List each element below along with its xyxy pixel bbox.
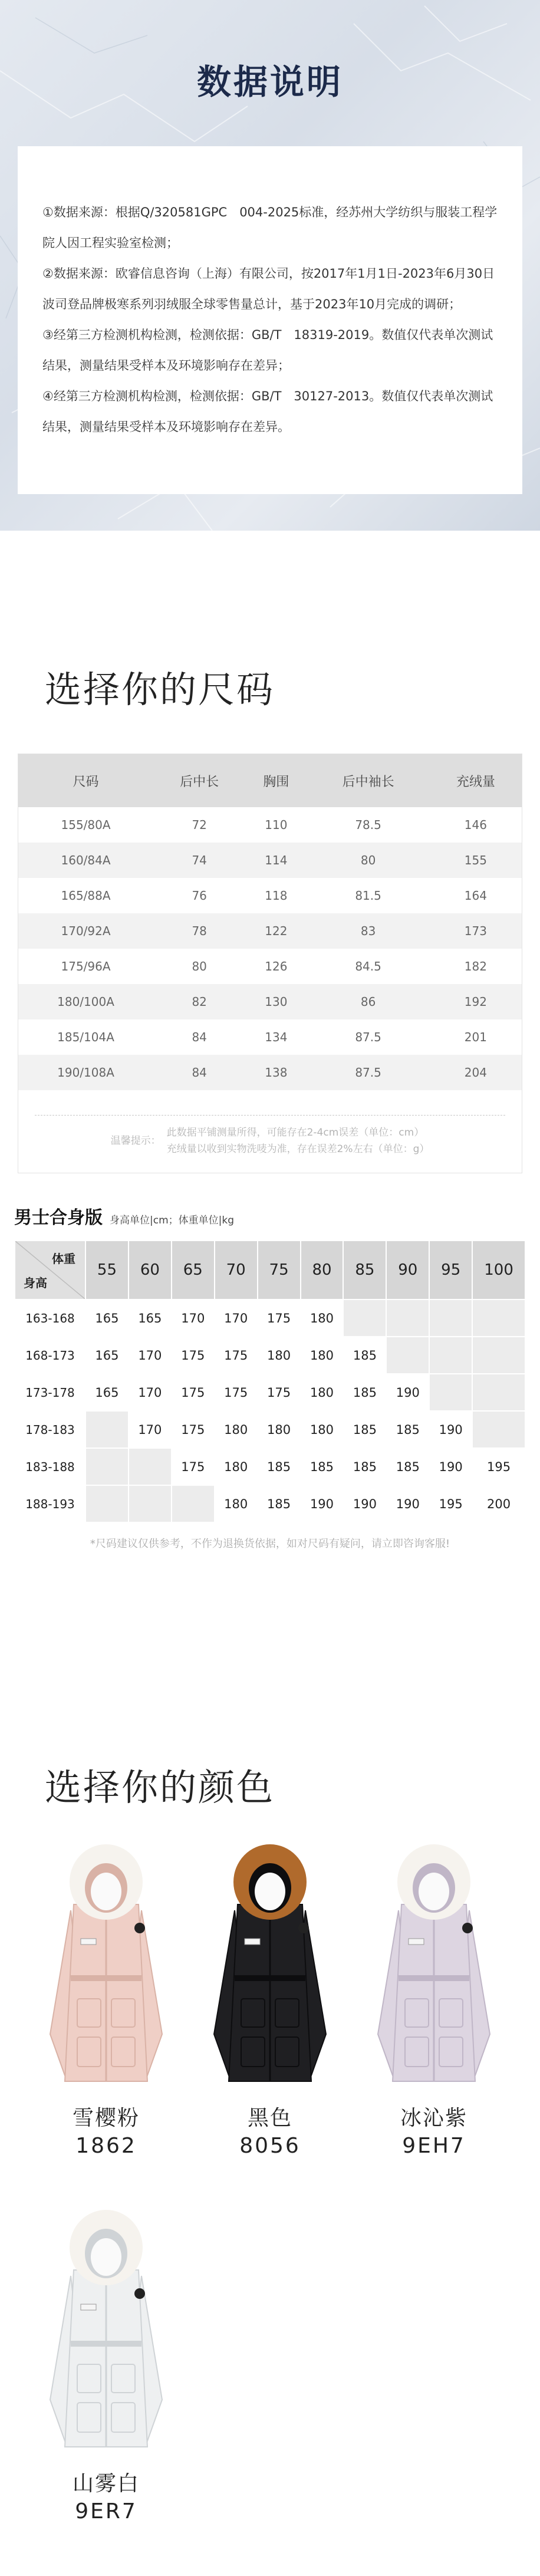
fit-size-cell: 190	[301, 1486, 343, 1522]
fit-size-cell: 180	[215, 1412, 257, 1447]
fit-size-cell	[387, 1300, 429, 1336]
size-cell: 76	[192, 889, 207, 903]
jacket-image	[366, 1840, 502, 2093]
size-cell: 83	[307, 913, 429, 949]
fit-size-cell: 195	[473, 1449, 525, 1485]
size-cell: 182	[464, 959, 487, 973]
fit-size-cell	[430, 1374, 472, 1410]
size-note-label: 温馨提示：	[110, 1135, 161, 1147]
size-cell: 165/88A	[61, 889, 111, 903]
fit-size-cell: 170	[129, 1412, 171, 1447]
fit-size-cell: 165	[86, 1300, 128, 1336]
size-col-header: 后中长	[153, 754, 245, 807]
size-note-line-2: 充绒量以收到实物洗唛为准，存在误差2%左右（单位：g）	[166, 1143, 430, 1155]
note-line-3: ③经第三方检测机构检测，检测依据：GB/T 18319-2019。数值仅代表单次测试结果，测量结果受样本及环境影响存在差异；	[42, 328, 493, 373]
fit-size-cell: 170	[129, 1374, 171, 1410]
jacket-image	[202, 1840, 338, 2093]
color-option[interactable]	[357, 1840, 511, 2158]
size-section-title: 选择你的尺码	[45, 668, 275, 711]
color-code: 9EH7	[402, 2134, 466, 2158]
size-cell: 78	[153, 913, 245, 949]
size-table-header	[18, 754, 522, 807]
size-cell: 138	[245, 1055, 307, 1090]
notes-title: 数据说明	[196, 62, 343, 102]
size-table-row	[18, 1055, 522, 1090]
weight-header: 80	[301, 1241, 343, 1299]
fit-title-row	[14, 1203, 234, 1229]
size-cell: 81.5	[355, 889, 381, 903]
fit-size-cell: 170	[129, 1337, 171, 1373]
size-col-header: 胸围	[245, 754, 307, 807]
fit-size-cell: 165	[86, 1374, 128, 1410]
color-name: 山雾白	[72, 2472, 140, 2496]
size-cell: 164	[464, 889, 487, 903]
size-cell: 180/100A	[18, 984, 153, 1019]
size-cell: 134	[265, 1030, 288, 1044]
size-cell: 173	[430, 913, 522, 949]
size-table-row	[18, 984, 522, 1019]
fit-size-cell: 175	[258, 1374, 300, 1410]
fit-size-cell: 185	[258, 1486, 300, 1522]
size-cell: 84	[192, 1030, 207, 1044]
weight-header: 90	[387, 1241, 429, 1299]
height-range-label: 178-183	[15, 1412, 85, 1447]
fit-table-row	[15, 1449, 525, 1485]
weight-header: 60	[129, 1241, 171, 1299]
fit-size-cell: 170	[215, 1300, 257, 1336]
size-cell: 87.5	[307, 1055, 429, 1090]
fit-size-cell: 175	[172, 1412, 214, 1447]
size-cell: 82	[153, 984, 245, 1019]
size-cell: 192	[430, 984, 522, 1019]
fit-chart-title: 男士合身版	[14, 1208, 103, 1228]
color-code: 8056	[239, 2134, 301, 2158]
fit-table-row	[15, 1337, 525, 1373]
fit-size-cell: 185	[344, 1449, 386, 1485]
size-cell: 155	[430, 843, 522, 878]
size-cell: 78.5	[355, 818, 381, 832]
fit-size-cell	[473, 1374, 525, 1410]
fit-size-cell: 180	[301, 1337, 343, 1373]
fit-size-cell	[86, 1449, 128, 1485]
fit-size-cell	[473, 1412, 525, 1447]
height-range-label: 183-188	[15, 1449, 85, 1485]
fit-size-cell	[86, 1412, 128, 1447]
weight-header: 75	[258, 1241, 300, 1299]
fit-size-cell: 180	[258, 1412, 300, 1447]
fit-size-cell: 180	[215, 1449, 257, 1485]
fit-chart-unit: 身高单位|cm；体重单位|kg	[110, 1215, 234, 1226]
fit-size-cell: 170	[172, 1300, 214, 1336]
fit-size-cell: 195	[430, 1486, 472, 1522]
size-cell: 122	[245, 913, 307, 949]
size-cell: 80	[192, 959, 207, 973]
weight-header: 55	[86, 1241, 128, 1299]
corner-height-label: 身高	[24, 1276, 47, 1290]
fit-size-cell: 175	[215, 1374, 257, 1410]
fit-table	[14, 1240, 526, 1523]
color-option[interactable]	[29, 2205, 183, 2524]
size-cell: 204	[430, 1055, 522, 1090]
size-cell: 130	[245, 984, 307, 1019]
size-cell: 87.5	[355, 1030, 381, 1044]
note-line-1: ①数据来源：根据Q/320581GPC 004-2025标准，经苏州大学纺织与服装工程学院人因工程实验室检测；	[42, 205, 498, 250]
jacket-image	[38, 2205, 174, 2459]
fit-size-cell: 190	[430, 1449, 472, 1485]
size-table	[18, 754, 522, 1090]
fit-table-row	[15, 1374, 525, 1410]
fit-size-cell	[430, 1337, 472, 1373]
size-cell: 114	[245, 843, 307, 878]
note-line-4: ④经第三方检测机构检测，检测依据：GB/T 30127-2013。数值仅代表单次测试结果，测量结果受样本及环境影响存在差异。	[42, 389, 493, 434]
size-cell: 74	[153, 843, 245, 878]
size-cell: 86	[307, 984, 429, 1019]
fit-size-cell	[86, 1486, 128, 1522]
size-cell: 110	[265, 818, 288, 832]
fit-size-cell: 180	[215, 1486, 257, 1522]
fit-size-cell	[387, 1337, 429, 1373]
weight-header: 100	[473, 1241, 525, 1299]
fit-size-cell	[344, 1300, 386, 1336]
size-table-row	[18, 949, 522, 984]
color-option[interactable]	[193, 1840, 347, 2158]
fit-size-cell: 185	[344, 1374, 386, 1410]
weight-header: 85	[344, 1241, 386, 1299]
jacket-image	[38, 1840, 174, 2093]
fit-size-cell	[430, 1300, 472, 1336]
size-col-header: 充绒量	[430, 754, 522, 807]
size-cell: 160/84A	[18, 843, 153, 878]
notes-card	[18, 146, 522, 494]
data-notes-section	[0, 0, 540, 531]
fit-size-cell: 175	[172, 1449, 214, 1485]
size-table-card	[18, 754, 522, 1173]
size-cell: 146	[464, 818, 487, 832]
color-option[interactable]	[29, 1840, 183, 2158]
fit-size-cell: 190	[344, 1486, 386, 1522]
fit-size-cell: 180	[301, 1374, 343, 1410]
fit-size-cell: 185	[344, 1412, 386, 1447]
size-col-header: 尺码	[18, 754, 153, 807]
fit-size-cell	[473, 1300, 525, 1336]
fit-size-cell: 190	[387, 1374, 429, 1410]
size-cell: 126	[265, 959, 288, 973]
fit-size-cell	[129, 1486, 171, 1522]
size-table-row	[18, 807, 522, 843]
fit-table-corner	[15, 1241, 85, 1299]
size-cell: 201	[464, 1030, 487, 1044]
size-table-row	[18, 843, 522, 878]
size-note	[18, 1124, 522, 1157]
weight-header: 70	[215, 1241, 257, 1299]
size-cell: 170/92A	[18, 913, 153, 949]
fit-size-cell: 185	[258, 1449, 300, 1485]
weight-header: 95	[430, 1241, 472, 1299]
fit-size-cell: 200	[473, 1486, 525, 1522]
fit-size-cell: 185	[301, 1449, 343, 1485]
fit-size-cell: 180	[301, 1412, 343, 1447]
size-table-row	[18, 878, 522, 913]
fit-footnote: *尺码建议仅供参考，不作为退换货依据，如对尺码有疑问，请立即咨询客服!	[90, 1538, 450, 1550]
size-col-header: 后中袖长	[307, 754, 429, 807]
color-name: 黑色	[247, 2106, 292, 2130]
size-table-row	[18, 1019, 522, 1055]
size-cell: 155/80A	[61, 818, 111, 832]
corner-weight-label: 体重	[52, 1252, 75, 1266]
fit-size-cell: 175	[172, 1337, 214, 1373]
fit-size-cell: 165	[129, 1300, 171, 1336]
size-cell: 84.5	[355, 959, 381, 973]
fit-table-row	[15, 1412, 525, 1447]
fit-size-cell: 190	[387, 1486, 429, 1522]
fit-size-cell: 185	[344, 1337, 386, 1373]
height-range-label: 188-193	[15, 1486, 85, 1522]
size-divider	[35, 1115, 505, 1116]
size-table-row	[18, 913, 522, 949]
weight-header: 65	[172, 1241, 214, 1299]
color-code: 1862	[75, 2134, 137, 2158]
fit-size-cell	[172, 1486, 214, 1522]
size-cell: 80	[307, 843, 429, 878]
fit-table-row	[15, 1486, 525, 1522]
fit-size-cell: 185	[387, 1412, 429, 1447]
note-line-2: ②数据来源：欧睿信息咨询（上海）有限公司，按2017年1月1日-2023年6月30日波司登品牌极寒系列羽绒服全球零售量总计，基于2023年10月完成的调研；	[42, 267, 495, 311]
fit-size-cell	[473, 1337, 525, 1373]
size-cell: 190/108A	[18, 1055, 153, 1090]
fit-size-cell: 175	[172, 1374, 214, 1410]
fit-table-row	[15, 1300, 525, 1336]
color-section-title: 选择你的颜色	[45, 1766, 275, 1809]
fit-size-cell: 175	[215, 1337, 257, 1373]
color-name: 雪樱粉	[72, 2106, 140, 2130]
fit-size-cell	[129, 1449, 171, 1485]
size-cell: 118	[265, 889, 288, 903]
size-cell: 72	[192, 818, 207, 832]
fit-size-cell: 190	[430, 1412, 472, 1447]
color-name: 冰沁紫	[400, 2106, 467, 2130]
fit-size-cell: 180	[301, 1300, 343, 1336]
size-cell: 84	[153, 1055, 245, 1090]
size-note-line-1: 此数据平铺测量所得，可能存在2-4cm误差（单位：cm）	[166, 1127, 424, 1139]
color-code: 9ER7	[75, 2499, 137, 2524]
fit-size-cell: 185	[387, 1449, 429, 1485]
size-cell: 175/96A	[61, 959, 111, 973]
fit-size-cell: 175	[258, 1300, 300, 1336]
height-range-label: 168-173	[15, 1337, 85, 1373]
height-range-label: 173-178	[15, 1374, 85, 1410]
fit-size-cell: 180	[258, 1337, 300, 1373]
fit-size-cell: 165	[86, 1337, 128, 1373]
height-range-label: 163-168	[15, 1300, 85, 1336]
size-cell: 185/104A	[57, 1030, 114, 1044]
